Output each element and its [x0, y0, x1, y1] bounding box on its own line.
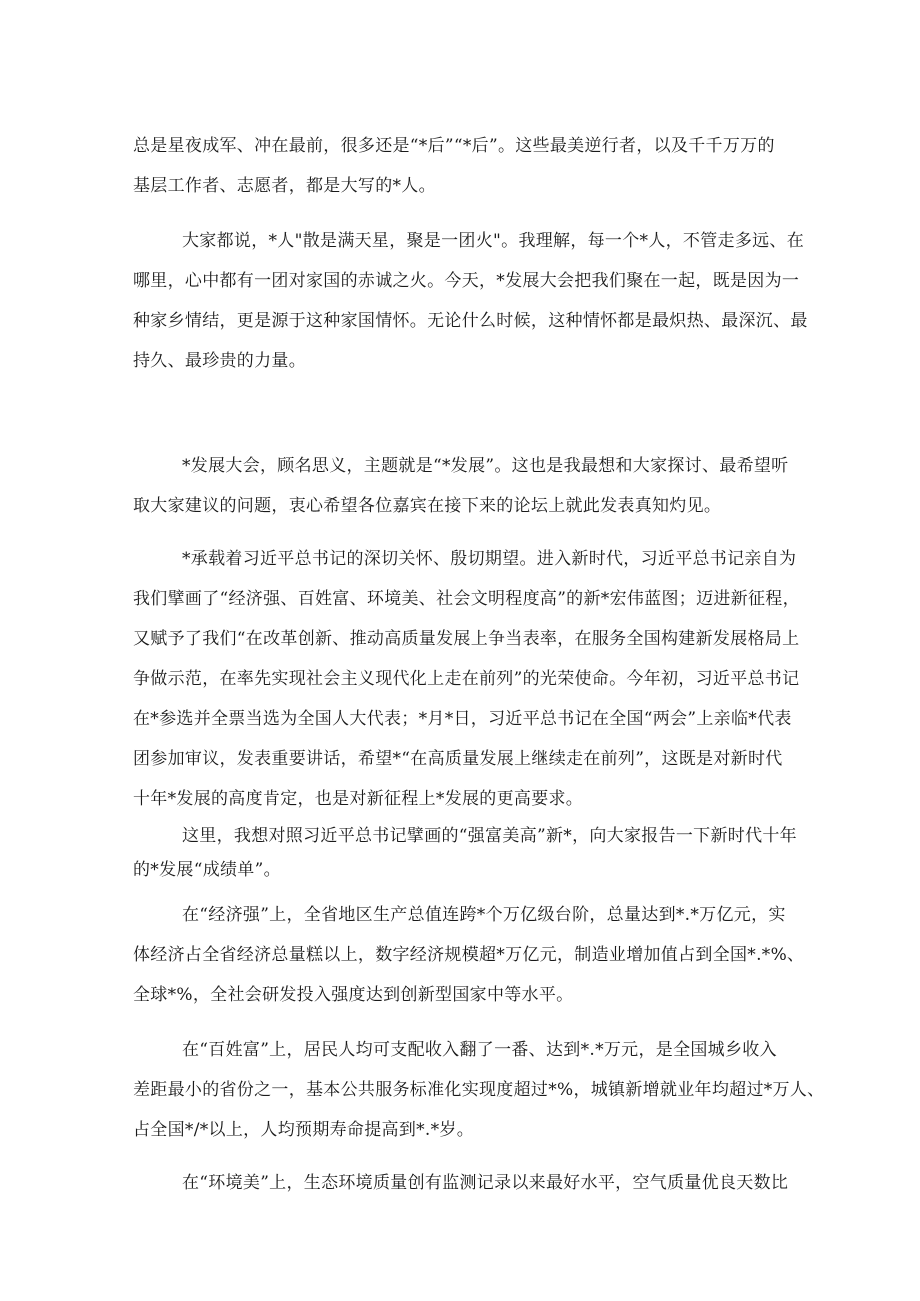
text-line: 总是星夜成军、冲在最前，很多还是“*后”“*后”。这些最美逆行者，以及千千万万的 — [133, 136, 775, 156]
paragraph-8 — [133, 1163, 793, 1203]
paragraph-1 — [133, 126, 793, 206]
text-line: 哪里，心中都有一团对家国的赤诚之火。今天，*发展大会把我们聚在一起，既是因为一 — [133, 271, 800, 291]
paragraph-3 — [133, 446, 793, 526]
text-line: 这里，我想对照习近平总书记擘画的“强富美高”新*，向大家报告一下新时代十年 — [182, 826, 797, 846]
text-line: 在“百姓富”上，居民人均可支配收入翻了一番、达到*.*万元，是全国城乡收入 — [182, 1040, 777, 1060]
text-line: 种家乡情结，更是源于这种家国情怀。无论什么时候，这种情怀都是最炽热、最深沉、最 — [133, 311, 808, 331]
text-line: 差距最小的省份之一，基本公共服务标准化实现度超过*%，城镇新增就业年均超过*万人、 — [133, 1080, 825, 1100]
text-line: 的*发展“成绩单”。 — [133, 860, 281, 880]
paragraph-2 — [133, 221, 808, 381]
text-line: 我们擘画了“经济强、百姓富、环境美、社会文明程度高”的新*宏伟蓝图；迈进新征程， — [133, 589, 800, 609]
paragraph-6 — [133, 895, 805, 1015]
text-line: 占全国*/*以上，人均预期寿命提高到*.*岁。 — [133, 1120, 475, 1140]
text-line: 持久、最珍贵的力量。 — [133, 351, 306, 371]
text-line: 十年*发展的高度肯定，也是对新征程上*发展的更高要求。 — [133, 789, 584, 809]
paragraph-4 — [133, 539, 800, 819]
paragraph-7 — [133, 1030, 825, 1150]
text-line: 团参加审议，发表重要讲话，希望*“在高质量发展上继续走在前列”，这既是对新时代 — [133, 749, 783, 769]
paragraph-5 — [133, 819, 797, 887]
text-line: 全球*%，全社会研发投入强度达到创新型国家中等水平。 — [133, 985, 574, 1005]
text-line: *发展大会，顾名思义，主题就是“*发展”。这也是我最想和大家探讨、最希望听 — [182, 456, 789, 476]
text-line: 体经济占全省经济总量糕以上，数字经济规模超*万亿元，制造业增加值占到全国*.*%、 — [133, 945, 805, 965]
text-line: 在“经济强”上，全省地区生产总值连跨*个万亿级台阶，总量达到*.*万亿元，实 — [182, 905, 786, 925]
text-line: 在*参选并全票当选为全国人大代表；*月*日，习近平总书记在全国“两会”上亲临*代表 — [133, 709, 792, 729]
text-line: 在“环境美”上，生态环境质量创有监测记录以来最好水平，空气质量优良天数比 — [182, 1173, 789, 1193]
text-line: 取大家建议的问题，衷心希望各位嘉宾在接下来的论坛上就此发表真知灼见。 — [133, 496, 722, 516]
text-line: 争做示范，在率先实现社会主义现代化上走在前列”的光荣使命。今年初，习近平总书记 — [133, 669, 800, 689]
text-line: *承载着习近平总书记的深切关怀、殷切期望。进入新时代，习近平总书记亲自为 — [182, 549, 797, 569]
text-line: 大家都说，*人"散是满天星，聚是一团火"。我理解，每一个*人，不管走多远、在 — [182, 231, 805, 251]
text-line: 又赋予了我们“在改革创新、推动高质量发展上争当表率，在服务全国构建新发展格局上 — [133, 629, 800, 649]
text-line: 基层工作者、志愿者，都是大写的*人。 — [133, 176, 436, 196]
